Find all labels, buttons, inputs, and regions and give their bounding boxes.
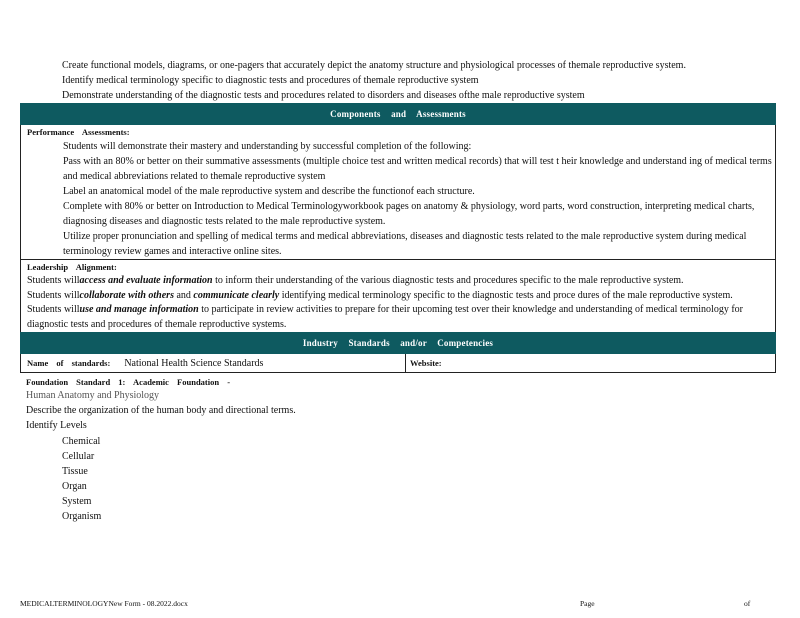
leadership-paragraph: Students willcollaborate with others and communicate clearly identifying medical terminology specific to the diagnostic tests and proce dures of the male reproductive system.: [27, 289, 733, 301]
list-item: Chemical: [62, 435, 101, 447]
performance-section: [20, 125, 776, 259]
list-item: Pass with an 80% or better on their summative assessments (multiple choice test and written medical records) that will test t heir knowledge and understand ing of medical terms and medical abbreviations related to themale reproductive system: [63, 156, 772, 182]
footer-page-count: of: [744, 599, 751, 608]
website-label: Website:: [410, 358, 442, 369]
identify-levels-text: Identify Levels: [26, 419, 87, 431]
standards-name-row: [21, 354, 775, 373]
top-bullet-list: [20, 58, 776, 103]
describe-text: Describe the organization of the human body and directional terms.: [26, 405, 296, 417]
footer-page-label: Page: [580, 599, 595, 608]
components-assessments-bar: Components and Assessments: [20, 103, 776, 125]
industry-standards-bar: Industry Standards and/or Competencies: [20, 332, 776, 354]
subheading: Human Anatomy and Physiology: [26, 390, 160, 402]
list-item: Demonstrate understanding of the diagnostic tests and procedures related to disorders and diseases ofthe male reproductive system: [62, 90, 585, 101]
standards-name-value: National Health Science Standards: [124, 358, 264, 370]
standards-section: [20, 354, 776, 373]
standards-details: [20, 373, 776, 523]
list-item: Complete with 80% or better on Introduction to Medical Terminologyworkbook pages on anatomy & physiology, word parts, word construction, interpreting medical charts, diagnosing diseases and diagnostic tests related to the male reproductive system.: [63, 201, 755, 227]
list-item: Students will demonstrate their mastery and understanding by successful completion of the following:: [63, 141, 472, 152]
list-item: Create functional models, diagrams, or one-pagers that accurately depict the anatomy structure and physiological processes of themale reproductive system.: [62, 60, 686, 71]
list-item: Organism: [62, 510, 102, 522]
leadership-heading: Leadership Alignment:: [27, 262, 117, 272]
performance-heading: Performance Assessments:: [27, 127, 130, 137]
list-item: Utilize proper pronunciation and spelling of medical terms and medical abbreviations, diseases and diagnostic tests related to the male reproductive system during medical terminology review games and interactive online sites.: [63, 231, 747, 257]
list-item: Tissue: [62, 465, 88, 477]
leadership-paragraph: Students willaccess and evaluate information to inform their understanding of the various diagnostic tests and procedures specific to the male reproductive system.: [27, 275, 684, 286]
footer-filename: MEDICALTERMINOLOGYNew Form - 08.2022.docx: [20, 599, 188, 608]
list-item: System: [62, 495, 92, 507]
list-item: Label an anatomical model of the male reproductive system and describe the functionof each structure.: [63, 186, 475, 197]
document-page: [20, 58, 776, 524]
list-item: Organ: [62, 480, 87, 492]
standards-name-label: Name of standards:: [27, 358, 111, 369]
leadership-section: [20, 259, 776, 332]
leadership-paragraph: Students willuse and manage information to participate in review activities to prepare for their upcoming test over their knowledge and understanding of medical terminology for diagnostic tests and procedures of themale reproductive systems.: [27, 304, 743, 330]
foundation-heading: Foundation Standard 1: Academic Foundation -: [26, 377, 231, 388]
list-item: Cellular: [62, 450, 95, 462]
list-item: Identify medical terminology specific to diagnostic tests and procedures of themale reproductive system: [62, 75, 479, 86]
